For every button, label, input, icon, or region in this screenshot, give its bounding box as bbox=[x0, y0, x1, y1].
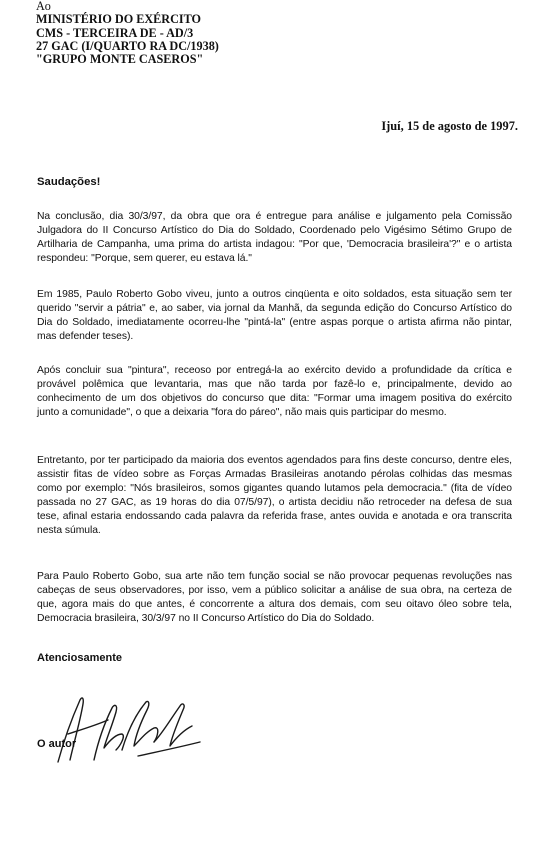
recipient-line-3: 27 GAC (I/QUARTO RA DC/1938) bbox=[36, 38, 219, 53]
recipient-line-2: CMS - TERCEIRA DE - AD/3 bbox=[36, 25, 194, 40]
paragraph-1: Na conclusão, dia 30/3/97, da obra que ora é entregue para análise e julgamento pela Comissão Julgadora do II Concurso Artístico do Dia do Soldado, Coordenado pelo Vigésimo Sétimo Grupo de Artilharia de Campanha, uma prima do artista indagou: "Por que, 'Democracia brasileira'?" e o artista respondeu: "Porque, sem querer, eu estava lá." bbox=[37, 211, 512, 264]
paragraph-3: Após concluir sua "pintura", receoso por entregá-la ao exército devido a profundidade da crítica e provável polêmica que levantaria, mas que não tarda por fazê-lo e, principalmente, devido ao conhecimento de um dos objetivos do concurso que dita: "Formar uma imagem positiva do exército junto a comunidade", o que a deixaria "fora do páreo", não mais quis participar do mesmo. bbox=[37, 365, 512, 418]
paragraph-2: Em 1985, Paulo Roberto Gobo viveu, junto a outros cinqüenta e oito soldados, esta situação sem ter querido "servir a pátria" e, ao saber, via jornal da Manhã, da segunda edição do Concurso Artístico do Dia do Soldado, imediatamente ocorreu-lhe "pintá-la" (entre aspas porque o artista afirma não pintar, mas defender teses). bbox=[37, 289, 512, 342]
handwritten-signature bbox=[50, 690, 220, 770]
author-label: O autor bbox=[37, 738, 77, 750]
closing: Atenciosamente bbox=[37, 652, 122, 664]
recipient-line-4: "GRUPO MONTE CASEROS" bbox=[36, 52, 204, 67]
paragraph-5: Para Paulo Roberto Gobo, sua arte não tem função social se não provocar pequenas revoluções nas cabeças de seus observadores, por isso, vem a público solicitar a análise de sua obra, na certeza de que, agora mais do que antes, é concorrente a altura dos demais, com seu oitavo óleo sobre tela, Democracia brasileira, 30/3/97 no II Concurso Artístico do Dia do Soldado. bbox=[37, 571, 512, 624]
letter-date: Ijuí, 15 de agosto de 1997. bbox=[381, 119, 518, 133]
paragraph-4: Entretanto, por ter participado da maioria dos eventos agendados para fins deste concurso, dentre eles, assistir fitas de vídeo sobre as Forças Armadas Brasileiras anotando pérolas colhidas das mesmas como por exemplo: "Nós brasileiros, somos gigantes quando lutamos pela democracia." (fita de vídeo passada no 27 GAC, as 19 horas do dia 07/5/97), o artista decidiu não retroceder na defesa de sua tese, afinal estaria endossando cada palavra da referida frase, antes ouvida e anotada e ora transcrita nesta súmula. bbox=[37, 455, 512, 536]
recipient-salutation: Ao bbox=[36, 0, 51, 13]
recipient-block bbox=[36, 0, 219, 66]
greeting: Saudações! bbox=[37, 176, 101, 188]
recipient-line-1: MINISTÉRIO DO EXÉRCITO bbox=[36, 12, 202, 27]
